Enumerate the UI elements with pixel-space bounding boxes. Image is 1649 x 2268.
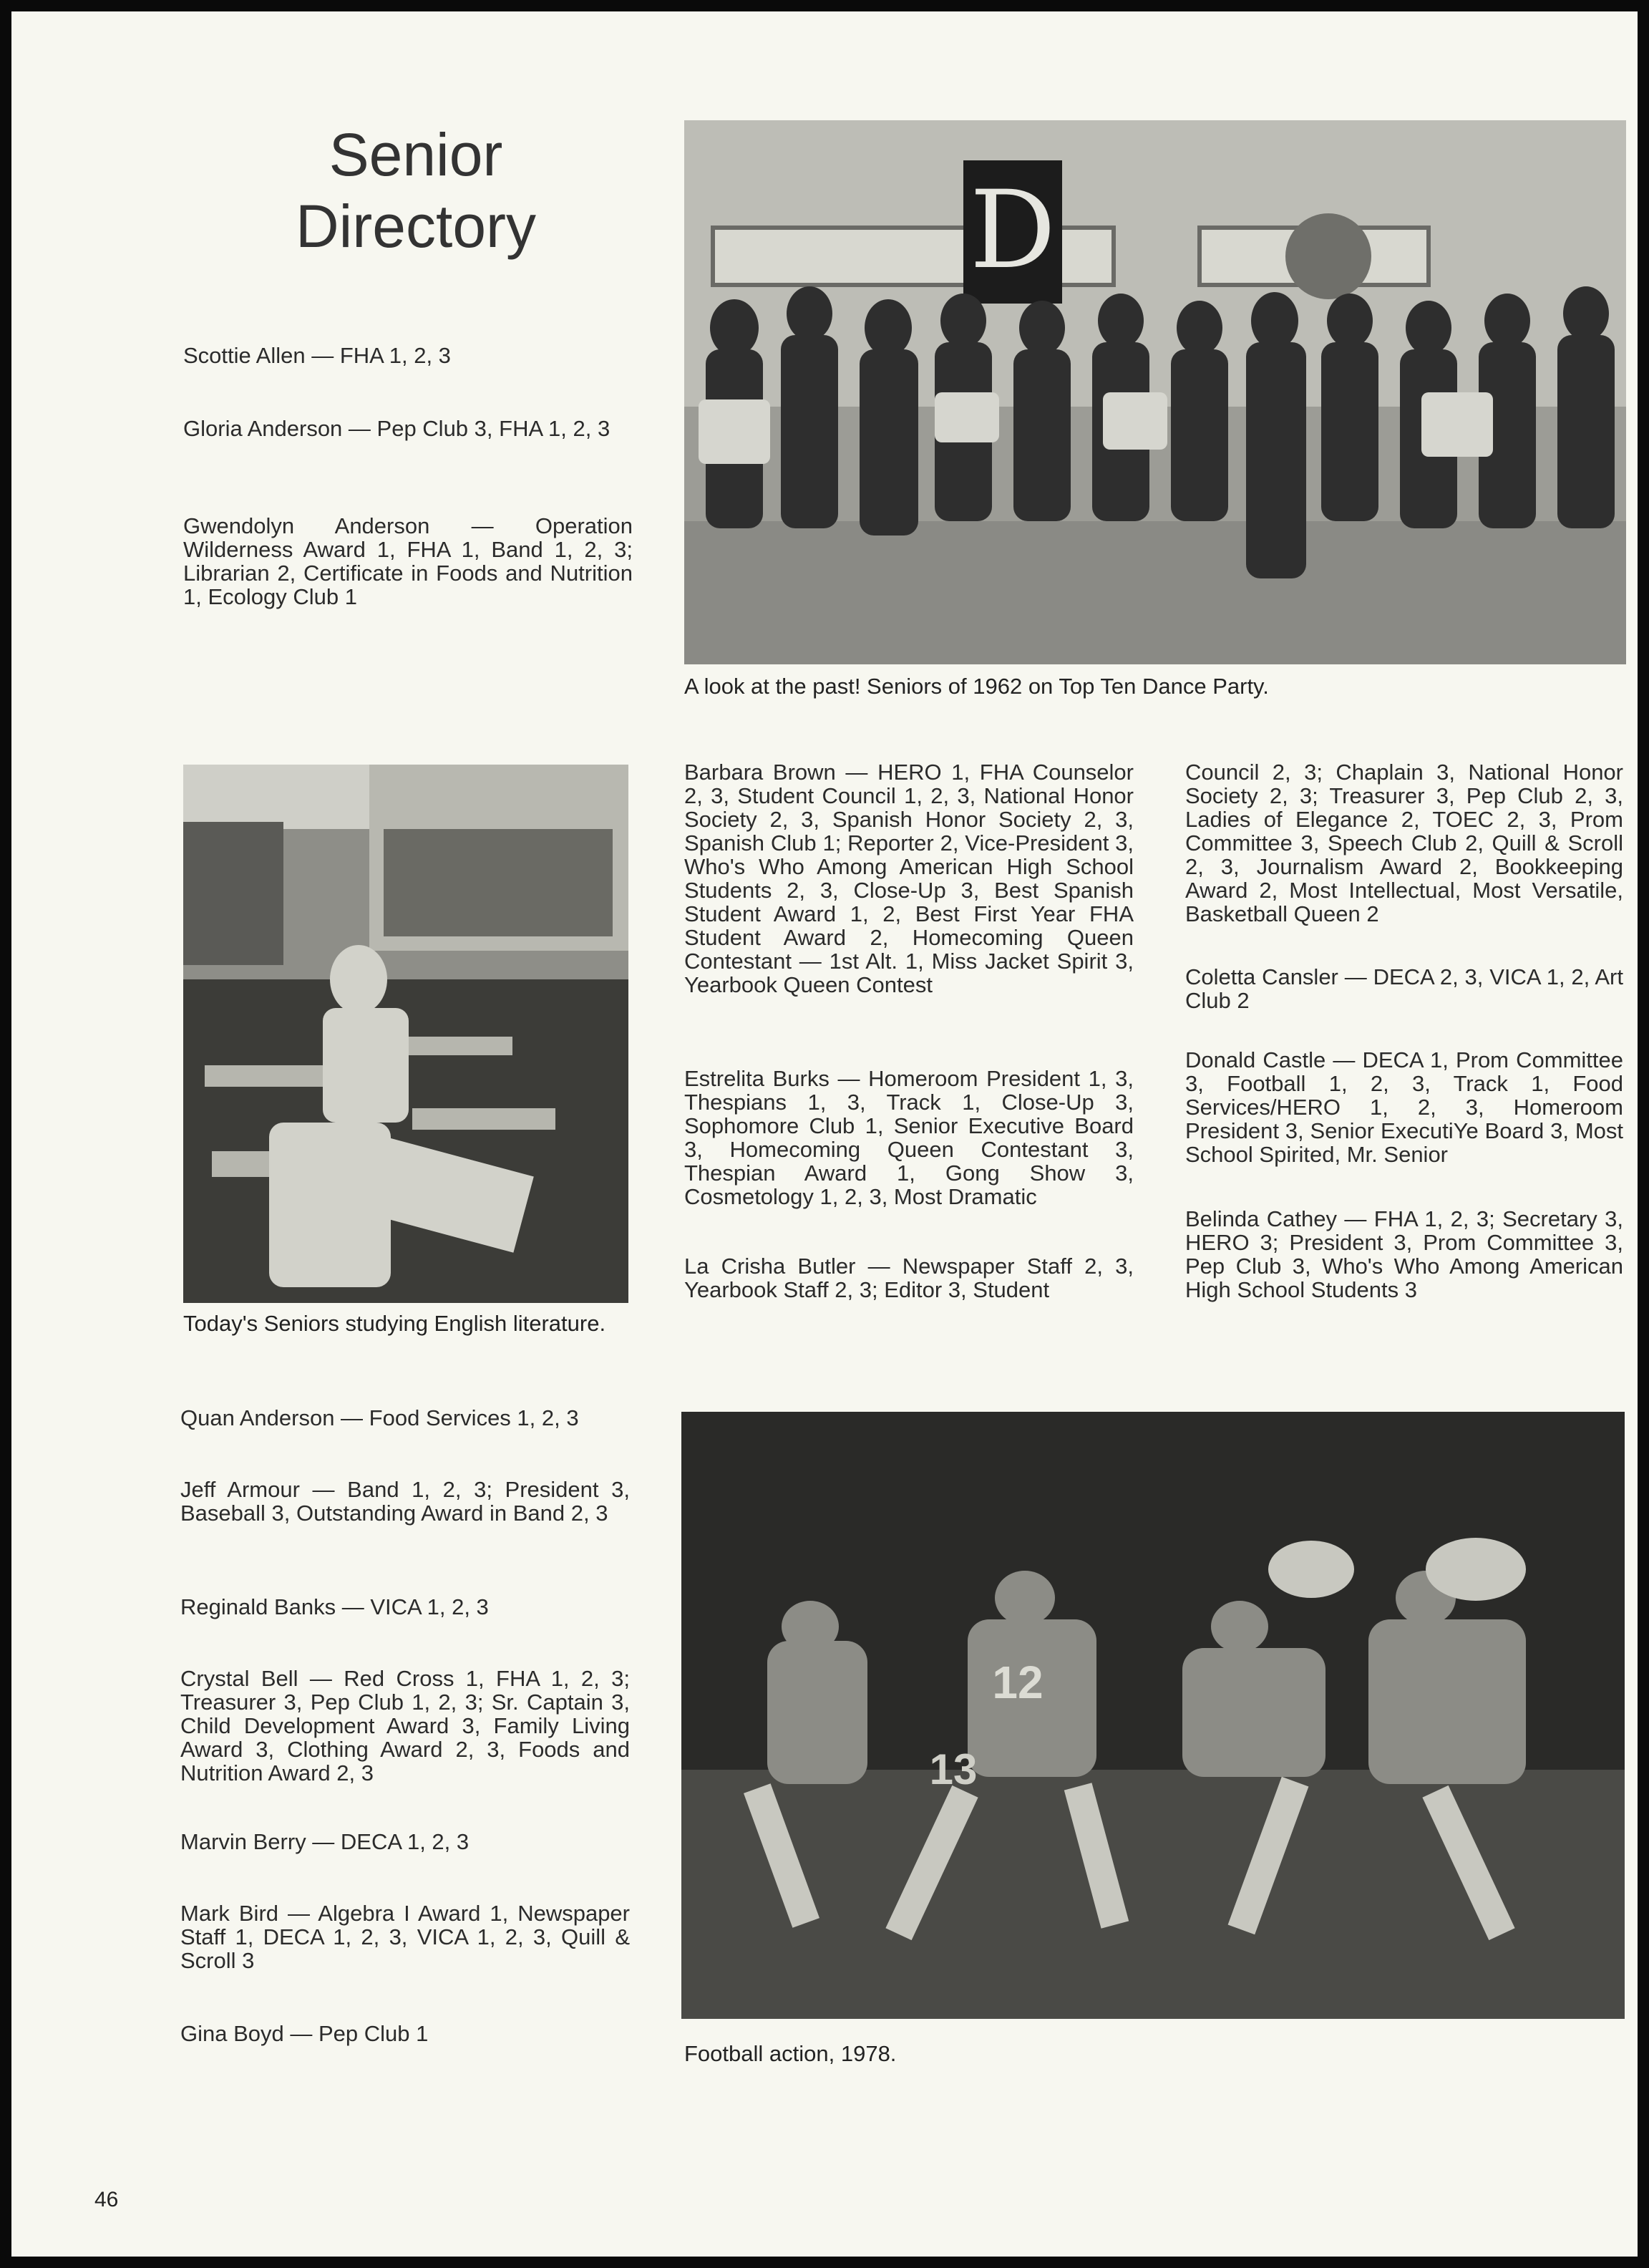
banner-letter: D: [969, 168, 1056, 293]
page-number: 46: [94, 2188, 119, 2211]
jersey-number-12: 12: [992, 1657, 1044, 1708]
entry-jeff-armour: Jeff Armour — Band 1, 2, 3; President 3, Baseball 3, Outstanding Award in Band 2, 3: [180, 1477, 630, 1526]
entry-reginald-banks: Reginald Banks — VICA 1, 2, 3: [180, 1594, 489, 1619]
yearbook-page: [11, 11, 1638, 2257]
dance-photo-caption: A look at the past! Seniors of 1962 on Top Ten Dance Party.: [684, 674, 1269, 699]
entry-coletta-cansler: Coletta Cansler — DECA 2, 3, VICA 1, 2, Art Club 2: [1185, 964, 1623, 1013]
dance-party-photo: [684, 120, 1626, 664]
title-line-2: Directory: [295, 193, 537, 260]
entry-gina-boyd: Gina Boyd — Pep Club 1: [180, 2021, 429, 2046]
classroom-photo: [183, 765, 628, 1303]
page-title: [248, 119, 584, 262]
entry-gloria-anderson: Gloria Anderson — Pep Club 3, FHA 1, 2, 3: [183, 416, 611, 441]
entry-quan-anderson: Quan Anderson — Food Services 1, 2, 3: [180, 1405, 579, 1430]
entry-marvin-berry: Marvin Berry — DECA 1, 2, 3: [180, 1829, 470, 1854]
entry-barbara-brown: Barbara Brown — HERO 1, FHA Counselor 2, 3, Student Council 1, 2, 3, National Honor Society 2, 3, Spanish Honor Society 2, 3, Spanish Club 1; Reporter 2, Vice-President 3, Who's Who Among American High School Students 2, 3, Close-Up 3, Best Spanish Student Award 1, 2, Best First Year FHA Student Award 2, Homecoming Queen Contestant — 1st Alt. 1, Miss Jacket Spirit 3, Yearbook Queen Contest: [684, 760, 1134, 997]
entry-mark-bird: Mark Bird — Algebra I Award 1, Newspaper Staff 1, DECA 1, 2, 3, VICA 1, 2, 3, Quill & Scroll 3: [180, 1901, 630, 1973]
football-illustration: [681, 1412, 1625, 2019]
entry-gwendolyn-anderson: Gwendolyn Anderson — Operation Wilderness Award 1, FHA 1, Band 1, 2, 3; Librarian 2, Certificate in Foods and Nutrition 1, Ecology Club 1: [183, 513, 633, 609]
dance-party-illustration: [684, 120, 1626, 664]
title-line-1: Senior: [329, 121, 503, 188]
jersey-number-13: 13: [929, 1745, 978, 1793]
entry-donald-castle: Donald Castle — DECA 1, Prom Committee 3, Football 1, 2, 3, Track 1, Food Services/HERO 1, 2, 3, Homeroom President 3, Senior ExecutiYe Board 3, Most School Spirited, Mr. Senior: [1185, 1047, 1623, 1167]
entry-scottie-allen: Scottie Allen — FHA 1, 2, 3: [183, 343, 451, 368]
football-photo-caption: Football action, 1978.: [684, 2041, 897, 2066]
football-photo: [681, 1412, 1625, 2019]
entry-belinda-cathey: Belinda Cathey — FHA 1, 2, 3; Secretary 3, HERO 3; President 3, Prom Committee 3, Pep Club 3, Who's Who Among American High School Students 3: [1185, 1206, 1623, 1302]
entry-la-crisha-butler: La Crisha Butler — Newspaper Staff 2, 3, Yearbook Staff 2, 3; Editor 3, Student: [684, 1254, 1134, 1302]
classroom-photo-caption: Today's Seniors studying English literature.: [183, 1311, 606, 1336]
entry-crystal-bell: Crystal Bell — Red Cross 1, FHA 1, 2, 3; Treasurer 3, Pep Club 1, 2, 3; Sr. Captain 3, Child Development Award 3, Family Living Award 3, Clothing Award 2, 3, Foods and Nutrition Award 2, 3: [180, 1666, 630, 1785]
entry-estrelita-burks: Estrelita Burks — Homeroom President 1, 3, Thespians 1, 3, Track 1, Close-Up 3, Sophomore Club 1, Senior Executive Board 3, Homecoming Queen Contestant 3, Thespian Award 1, Gong Show 3, Cosmetology 1, 2, 3, Most Dramatic: [684, 1066, 1134, 1209]
entry-butler-continued: Council 2, 3; Chaplain 3, National Honor Society 2, 3; Treasurer 3, Pep Club 2, 3, Ladies of Elegance 2, TOEC 2, 3, Prom Committee 3, Speech Club 2, Quill & Scroll 2, 3, Journalism Award 2, Bookkeeping Award 2, Most Intellectual, Most Versatile, Basketball Queen 2: [1185, 760, 1623, 926]
classroom-illustration: [183, 765, 628, 1303]
